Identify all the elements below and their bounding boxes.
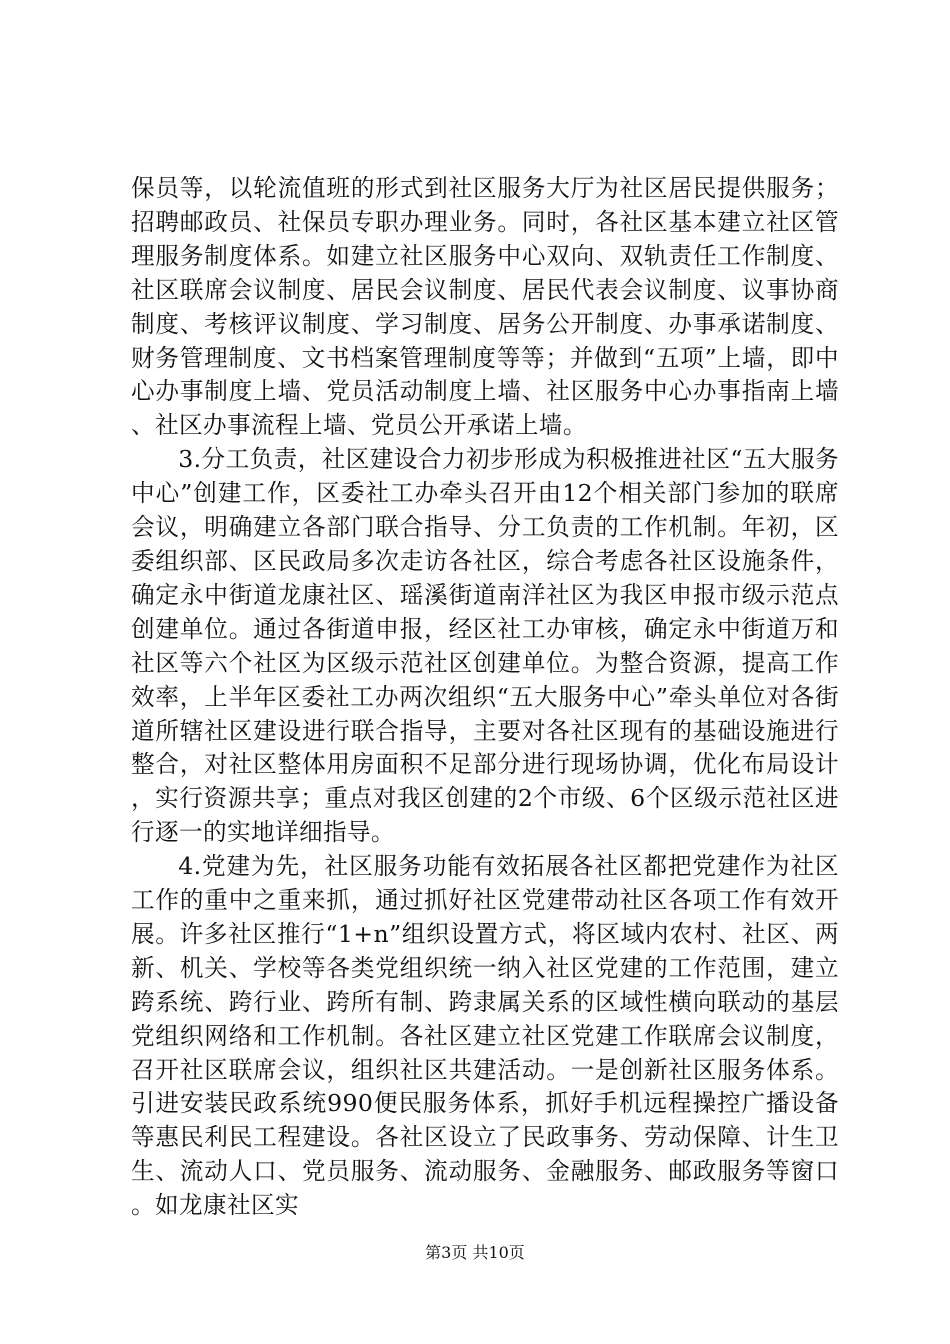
paragraph-item-3: 3.分工负责，社区建设合力初步形成为积极推进社区“五大服务中心”创建工作，区委社工办牵头召开由12个相关部门参加的联席会议，明确建立各部门联合指导、分工负责的工作机制。年初，区委组织部、区民政局多次走访各社区，综合考虑各社区设施条件，确定永中街道龙康社区、瑶溪街道南洋社区为我区申报市级示范点创建单位。通过各街道申报，经区社工办审核，确定永中街道万和社区等六个社区为区级示范社区创建单位。为整合资源，提高工作效率，上半年区委社工办两次组织“五大服务中心”牵头单位对各街道所辖社区建设进行联合指导，主要对各社区现有的基础设施进行整合，对社区整体用房面积不足部分进行现场协调，优化布局设计，实行资源共享；重点对我区创建的2个市级、6个区级示范社区进行逐一的实地详细指导。 xyxy=(131,445,839,847)
paragraph-item-4: 4.党建为先，社区服务功能有效拓展各社区都把党建作为社区工作的重中之重来抓，通过抓好社区党建带动社区各项工作有效开展。许多社区推行“1+n”组织设置方式，将区域内农村、社区、两新、机关、学校等各类党组织统一纳入社区党建的工作范围，建立跨系统、跨行业、跨所有制、跨隶属关系的区域性横向联动的基层党组织网络和工作机制。各社区建立社区党建工作联席会议制度，召开社区联席会议，组织社区共建活动。一是创新社区服务体系。引进安装民政系统990便民服务体系，抓好手机远程操控广播设备等惠民利民工程建设。各社区设立了民政事务、劳动保障、计生卫生、流动人口、党员服务、流动服务、金融服务、邮政服务等窗口。如龙康社区实 xyxy=(131,852,839,1220)
paragraph-continuation: 保员等，以轮流值班的形式到社区服务大厅为社区居民提供服务；招聘邮政员、社保员专职办理业务。同时，各社区基本建立社区管理服务制度体系。如建立社区服务中心双向、双轨责任工作制度、社区联席会议制度、居民会议制度、居民代表会议制度、议事协商制度、考核评议制度、学习制度、居务公开制度、办事承诺制度、财务管理制度、文书档案管理制度等等；并做到“五项”上墙，即中心办事制度上墙、党员活动制度上墙、社区服务中心办事指南上墙、社区办事流程上墙、党员公开承诺上墙。 xyxy=(131,174,839,440)
document-body xyxy=(131,172,839,1223)
page-footer: 第3页 共10页 xyxy=(425,1243,525,1262)
